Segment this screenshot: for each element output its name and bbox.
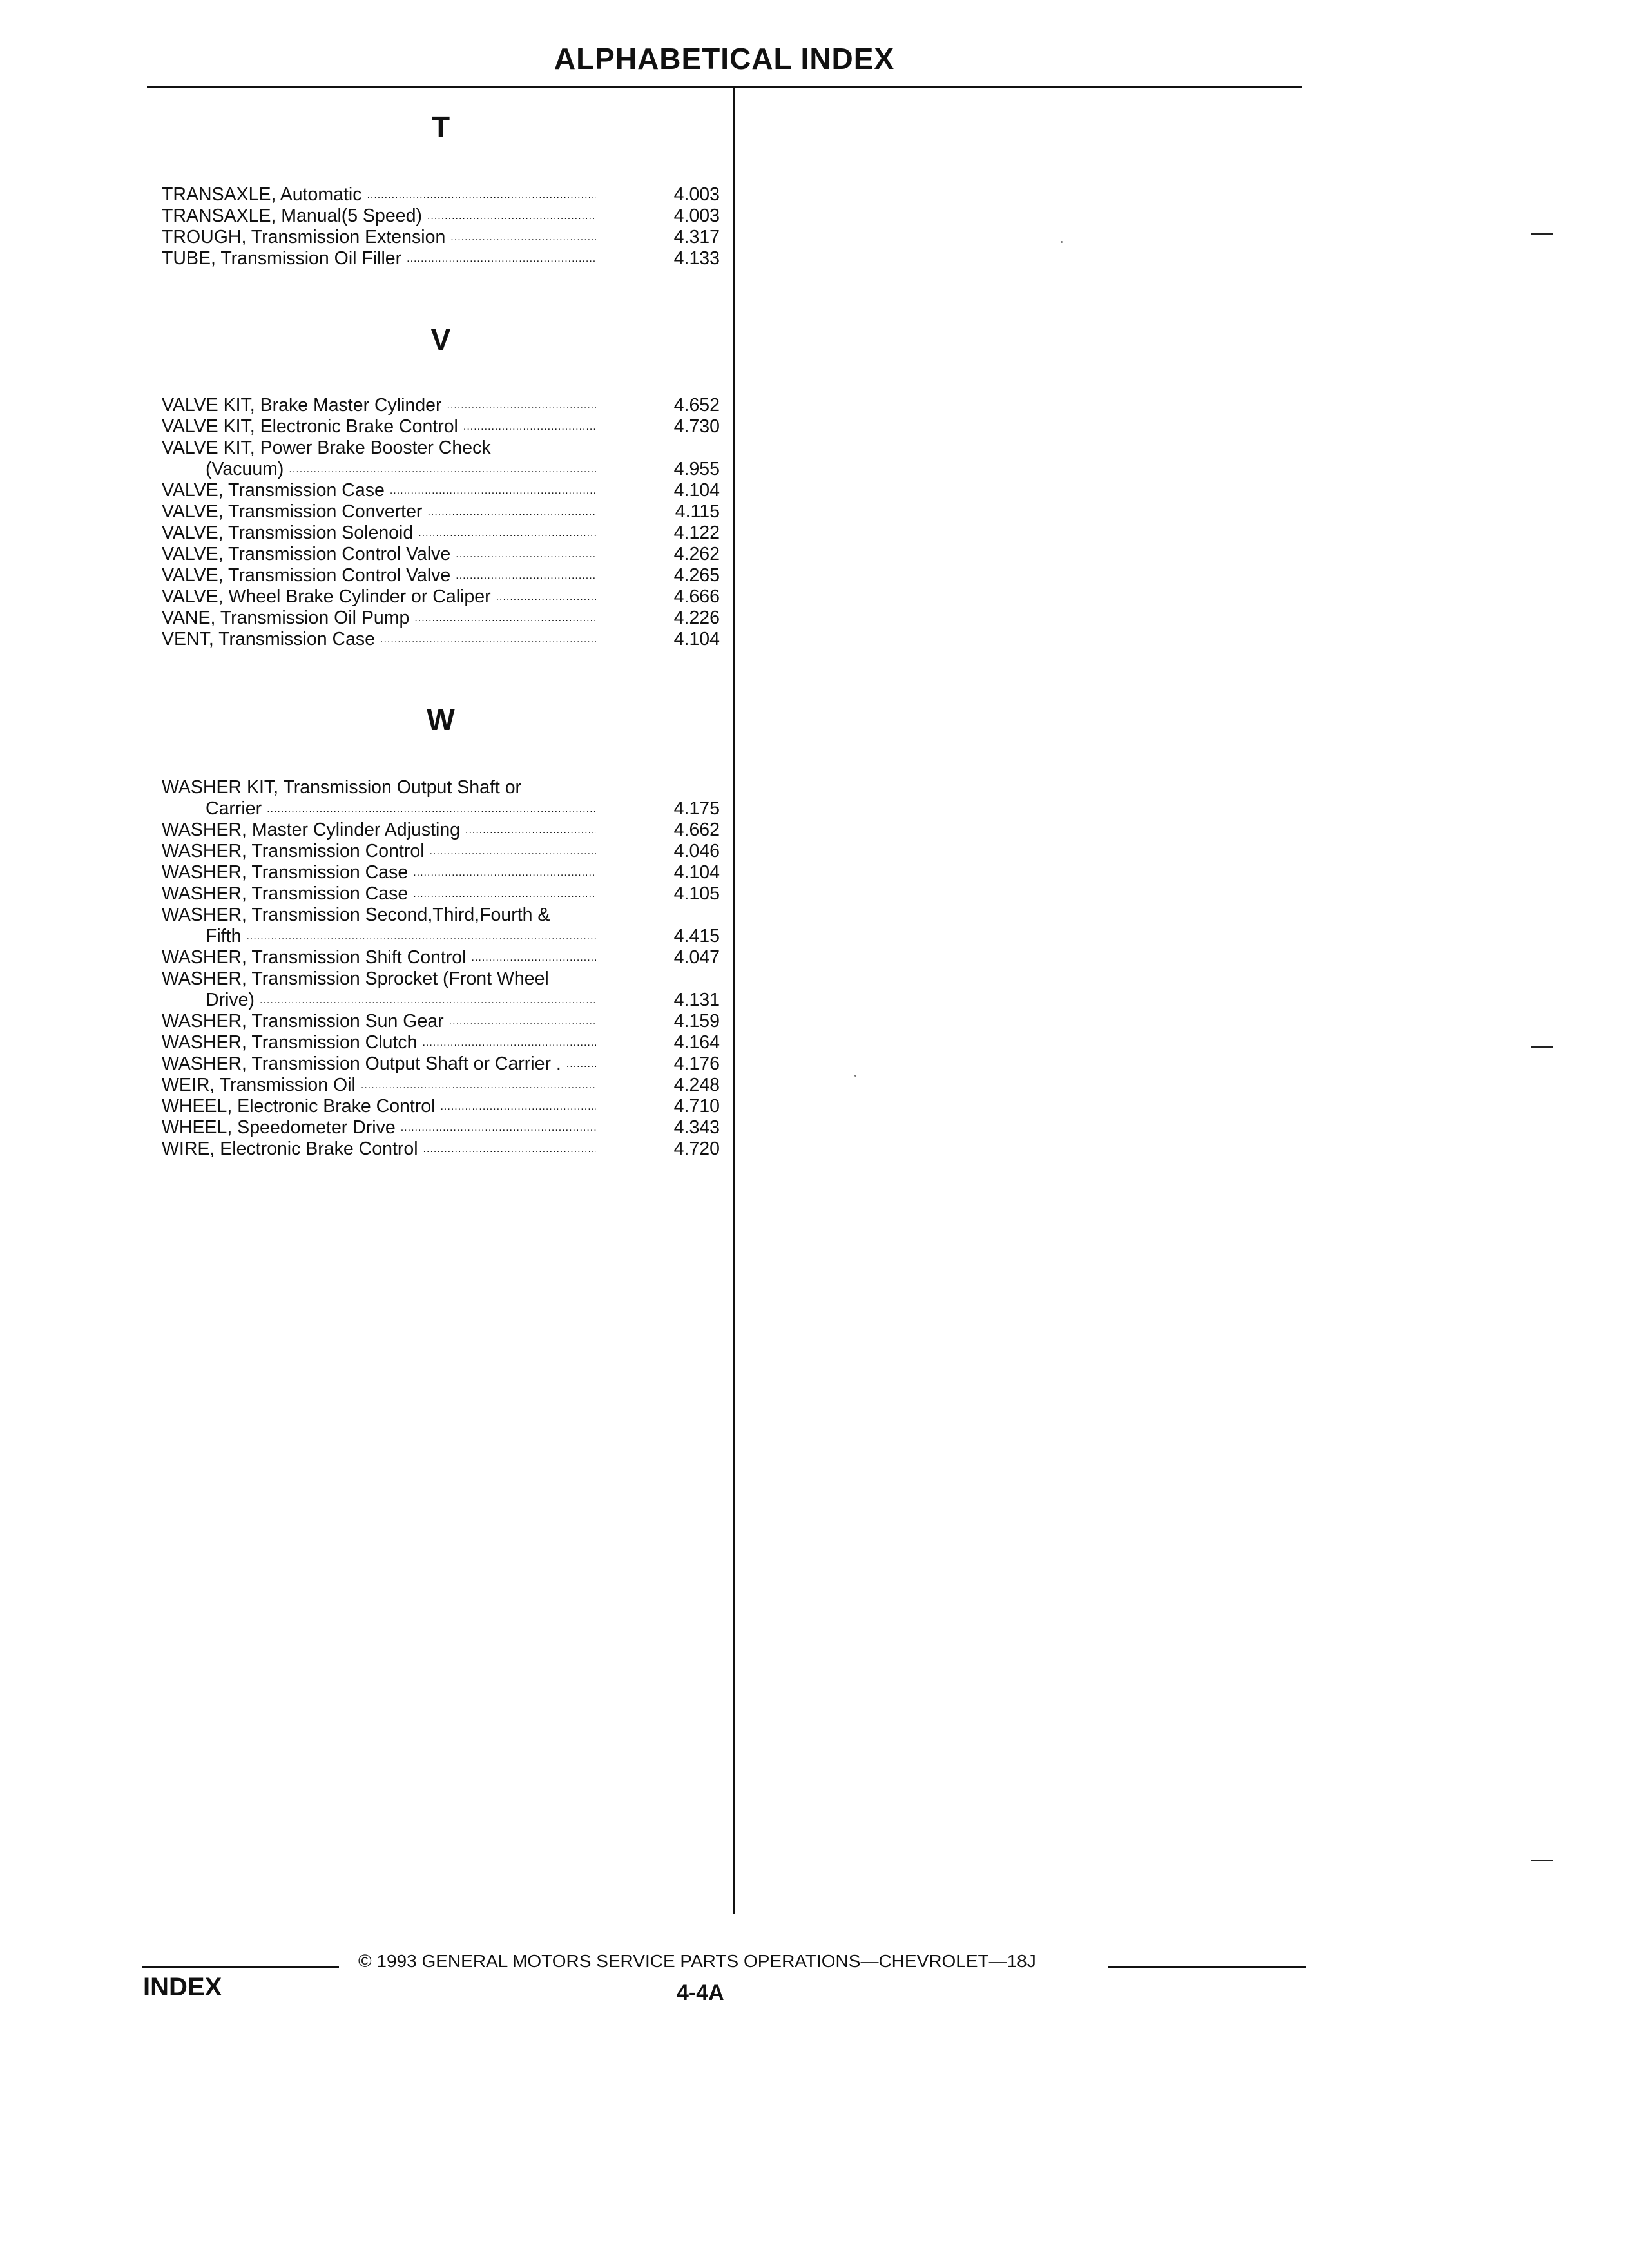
- entry-text: VALVE, Transmission Case: [162, 480, 385, 501]
- entry-page-number: 4.104: [673, 862, 720, 883]
- dot-leader: [390, 480, 596, 501]
- index-entry: [162, 777, 720, 820]
- dot-leader: [289, 459, 596, 480]
- dot-leader: [414, 608, 596, 629]
- dot-leader: [260, 990, 596, 1011]
- entry-continuation: Drive): [206, 990, 255, 1010]
- entry-text: VENT, Transmission Case: [162, 629, 376, 649]
- entry-page-number: 4.175: [673, 798, 720, 819]
- index-entry: [162, 248, 720, 269]
- dot-leader: [456, 544, 596, 565]
- index-entry: [162, 905, 720, 947]
- index-entry: [162, 1053, 720, 1075]
- entry-text: TUBE, Transmission Oil Filler: [162, 248, 402, 269]
- entry-page-number: 4.164: [673, 1032, 720, 1053]
- margin-mark: [1531, 1046, 1553, 1048]
- entry-page-number: 4.666: [673, 586, 720, 607]
- entry-page-number: 4.133: [673, 248, 720, 269]
- entry-page-number: 4.265: [673, 565, 720, 586]
- entry-text: WASHER, Transmission Output Shaft or Carrier .: [162, 1053, 561, 1074]
- dot-leader: [246, 926, 596, 947]
- entry-text: WASHER, Transmission Case: [162, 883, 409, 904]
- copyright-line: © 1993 GENERAL MOTORS SERVICE PARTS OPERATIONS—CHEVROLET—18J: [358, 1951, 1036, 1971]
- entry-page-number: 4.159: [673, 1011, 720, 1032]
- section-letter: V: [430, 323, 451, 356]
- entry-text: VALVE KIT, Brake Master Cylinder: [162, 395, 442, 416]
- entry-text: VALVE, Wheel Brake Cylinder or Caliper: [162, 586, 491, 607]
- index-entry: [162, 1117, 720, 1139]
- margin-mark: [1531, 233, 1553, 235]
- scan-speck: [1061, 241, 1063, 243]
- dot-leader: [496, 586, 596, 608]
- dot-leader: [267, 798, 596, 820]
- index-entry: [162, 1075, 720, 1096]
- entry-text: WHEEL, Speedometer Drive: [162, 1117, 396, 1138]
- index-entry: [162, 947, 720, 968]
- entry-page-number: 4.003: [673, 206, 720, 226]
- index-entry: [162, 820, 720, 841]
- entry-text: VALVE, Transmission Control Valve: [162, 565, 451, 586]
- entry-page-number: 4.131: [673, 990, 720, 1010]
- entry-list: [162, 777, 720, 1160]
- entry-continuation: (Vacuum): [206, 459, 284, 479]
- index-entry: [162, 629, 720, 650]
- index-entry: [162, 206, 720, 227]
- index-entry: [162, 501, 720, 523]
- entry-text: WASHER, Master Cylinder Adjusting: [162, 820, 461, 840]
- entry-text: TRANSAXLE, Automatic: [162, 184, 362, 205]
- entry-page-number: 4.317: [673, 227, 720, 247]
- index-entry: [162, 1096, 720, 1117]
- entry-text: VALVE, Transmission Converter: [162, 501, 423, 522]
- dot-leader: [463, 416, 596, 437]
- entry-text: WEIR, Transmission Oil: [162, 1075, 356, 1095]
- entry-text: WHEEL, Electronic Brake Control: [162, 1096, 436, 1117]
- dot-leader: [430, 841, 596, 862]
- dot-leader: [418, 523, 596, 544]
- index-entry: [162, 480, 720, 501]
- entry-page-number: 4.003: [673, 184, 720, 205]
- entry-continuation: Fifth: [206, 926, 242, 947]
- entry-page-number: 4.105: [673, 883, 720, 904]
- index-entry: [162, 565, 720, 586]
- index-entry: [162, 586, 720, 608]
- margin-mark: [1531, 1860, 1553, 1861]
- entry-page-number: 4.262: [673, 544, 720, 564]
- entry-text: TROUGH, Transmission Extension: [162, 227, 446, 247]
- column-divider: [733, 87, 735, 1914]
- dot-leader: [361, 1075, 596, 1096]
- entry-text: WASHER, Transmission Sprocket (Front Wheel: [162, 968, 549, 989]
- dot-leader: [423, 1139, 596, 1160]
- index-entry: [162, 523, 720, 544]
- section-letter: W: [427, 703, 455, 736]
- entry-continuation: Carrier: [206, 798, 262, 819]
- dot-leader: [566, 1053, 596, 1075]
- entry-page-number: 4.122: [673, 523, 720, 543]
- entry-text: WIRE, Electronic Brake Control: [162, 1139, 418, 1159]
- dot-leader: [456, 565, 596, 586]
- dot-leader: [380, 629, 596, 650]
- entry-text: VALVE KIT, Electronic Brake Control: [162, 416, 458, 437]
- entry-page-number: 4.104: [673, 629, 720, 649]
- entry-text: WASHER KIT, Transmission Output Shaft or: [162, 777, 522, 798]
- entry-page-number: 4.115: [675, 501, 720, 522]
- footer-section-label: INDEX: [143, 1973, 222, 2001]
- page-title: ALPHABETICAL INDEX: [554, 42, 895, 75]
- index-entry: [162, 395, 720, 416]
- footer-rule: [1108, 1966, 1306, 1968]
- entry-page-number: 4.955: [673, 459, 720, 479]
- dot-leader: [447, 395, 596, 416]
- entry-text: VALVE, Transmission Control Valve: [162, 544, 451, 564]
- index-entry: [162, 184, 720, 206]
- entry-page-number: 4.730: [673, 416, 720, 437]
- index-entry: [162, 227, 720, 248]
- index-entry: [162, 1139, 720, 1160]
- index-entry: [162, 544, 720, 565]
- entry-page-number: 4.046: [673, 841, 720, 861]
- title-rule: [147, 86, 1302, 88]
- dot-leader: [401, 1117, 596, 1139]
- dot-leader: [413, 883, 596, 905]
- index-entry: [162, 841, 720, 862]
- section-letter: T: [431, 110, 450, 144]
- dot-leader: [367, 184, 596, 206]
- entry-list: [162, 395, 720, 650]
- entry-list: [162, 184, 720, 269]
- entry-text: WASHER, Transmission Sun Gear: [162, 1011, 444, 1032]
- entry-page-number: 4.720: [673, 1139, 720, 1159]
- index-entry: [162, 1011, 720, 1032]
- entry-text: VALVE, Transmission Solenoid: [162, 523, 414, 543]
- entry-text: VALVE KIT, Power Brake Booster Check: [162, 437, 491, 458]
- entry-text: WASHER, Transmission Control: [162, 841, 425, 861]
- entry-page-number: 4.176: [673, 1053, 720, 1074]
- dot-leader: [450, 227, 596, 248]
- dot-leader: [427, 501, 596, 523]
- dot-leader: [465, 820, 596, 841]
- index-entry: [162, 968, 720, 1011]
- entry-page-number: 4.226: [673, 608, 720, 628]
- dot-leader: [440, 1096, 596, 1117]
- entry-text: VANE, Transmission Oil Pump: [162, 608, 410, 628]
- entry-page-number: 4.662: [673, 820, 720, 840]
- entry-page-number: 4.652: [673, 395, 720, 416]
- dot-leader: [427, 206, 596, 227]
- entry-text: WASHER, Transmission Shift Control: [162, 947, 467, 968]
- index-entry: [162, 437, 720, 480]
- entry-page-number: 4.047: [673, 947, 720, 968]
- entry-page-number: 4.104: [673, 480, 720, 501]
- scan-speck: [854, 1075, 856, 1077]
- dot-leader: [472, 947, 597, 968]
- entry-page-number: 4.710: [673, 1096, 720, 1117]
- index-entry: [162, 862, 720, 883]
- entry-page-number: 4.415: [673, 926, 720, 947]
- entry-page-number: 4.343: [673, 1117, 720, 1138]
- entry-text: WASHER, Transmission Second,Third,Fourth &: [162, 905, 550, 925]
- index-entry: [162, 608, 720, 629]
- dot-leader: [449, 1011, 596, 1032]
- entry-text: WASHER, Transmission Case: [162, 862, 409, 883]
- entry-page-number: 4.248: [673, 1075, 720, 1095]
- index-entry: [162, 416, 720, 437]
- entry-text: TRANSAXLE, Manual(5 Speed): [162, 206, 422, 226]
- index-entry: [162, 883, 720, 905]
- index-entry: [162, 1032, 720, 1053]
- dot-leader: [422, 1032, 596, 1053]
- dot-leader: [413, 862, 596, 883]
- entry-text: WASHER, Transmission Clutch: [162, 1032, 418, 1053]
- page-number: 4-4A: [677, 1981, 724, 2005]
- footer-rule: [142, 1966, 339, 1968]
- dot-leader: [407, 248, 596, 269]
